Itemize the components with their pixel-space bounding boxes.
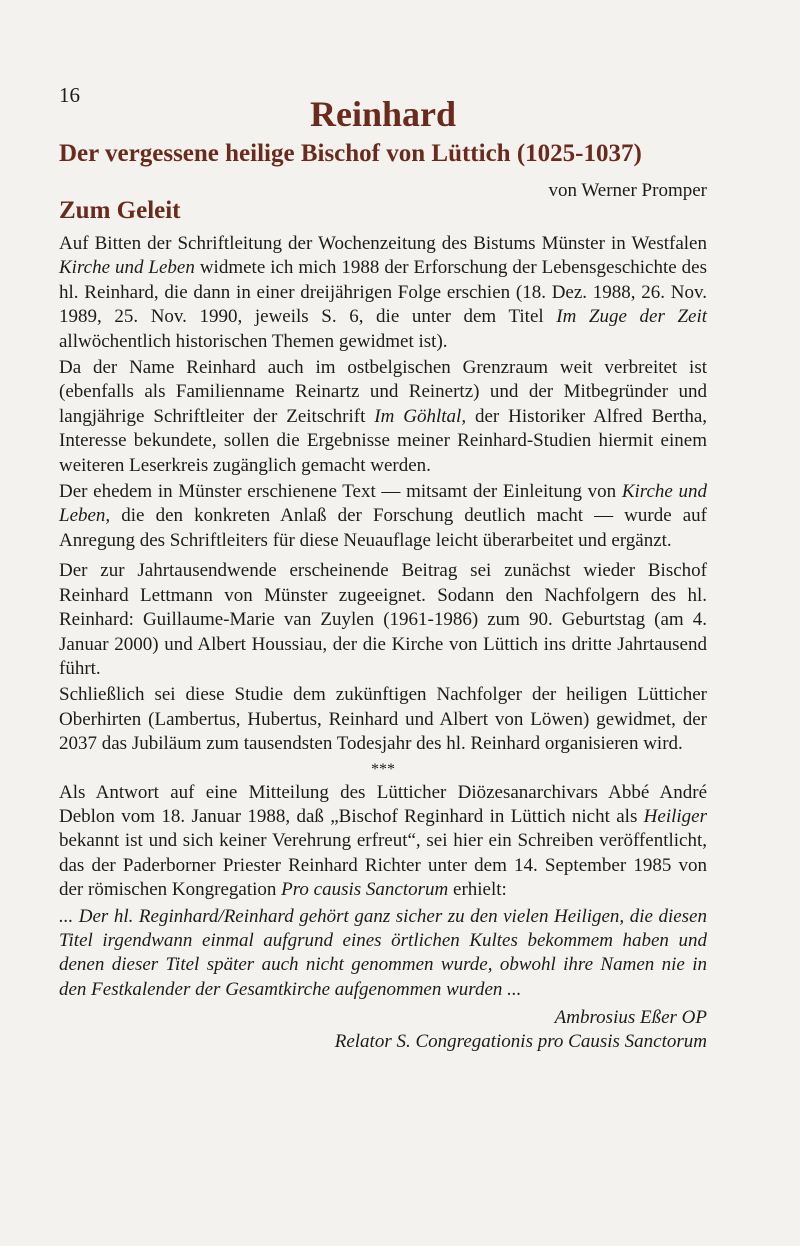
paragraph-3 — [59, 480, 707, 553]
publication-title: Kirche und Leben — [59, 257, 195, 279]
text: Da der Name Reinhard auch im ostbelgischen Grenzraum weit verbreitet ist (ebenfalls als Familienname Reinartz und Reinertz) und der Mitbegründer und langjährige Schriftleiter der Zeitschrift — [59, 357, 707, 427]
section-heading: Zum Geleit — [59, 197, 181, 224]
paragraph-1 — [59, 232, 707, 354]
text: erhielt: — [448, 879, 507, 901]
text: Der ehedem in Münster erschienene Text — mitsamt der Einleitung von — [59, 481, 622, 503]
signature-name: Ambrosius Eßer OP — [554, 1007, 707, 1029]
quoted-letter: ... Der hl. Reginhard/Reinhard gehört ganz sicher zu den vielen Heiligen, die diesen Titel irgendwann einmal aufgrund eines örtlichen Kultes bekommem haben und denen dieser Titel später auch nicht genommen wurde, obwohl ihre Namen nie in den Festkalender der Gesamtkirche aufgenommen wurden ... — [59, 905, 707, 1000]
text: die den konkreten Anlaß der Forschung deutlich macht — wurde auf Anregung des Schriftleiters für diese Neuauflage leicht überarbeitet und ergänzt. — [59, 505, 707, 551]
paragraph-6 — [59, 781, 707, 903]
emphasis: Heiliger — [643, 805, 707, 827]
article-title: Reinhard — [309, 94, 457, 134]
text: allwöchentlich historischen Themen gewidmet ist). — [59, 330, 448, 352]
text: Auf Bitten der Schriftleitung der Wochenzeitung des Bistums Münster in Westfalen — [59, 233, 707, 254]
paragraph-5: Schließlich sei diese Studie dem zukünftigen Nachfolger der heiligen Lütticher Oberhirten (Lambertus, Hubertus, Reinhard und Albert von Löwen) gewidmet, der 2037 das Jubiläum zum tausendsten Todesjahr des hl. Reinhard organisieren wird. — [59, 684, 707, 755]
text: bekannt ist und sich keiner Verehrung erfreut“, sei hier ein Schreiben veröffentlicht, das der Paderborner Priester Reinhard Richter unter dem 14. September 1985 von der römischen Kongregation — [59, 830, 707, 901]
text: widmete ich mich 1988 der Erforschung der Lebensgeschichte des hl. Reinhard, die dann in einer dreijährigen Folge erschien (18. Dez. 1988, 26. Nov. 1989, 25. Nov. 1990, jeweils S. 6, die unter dem Titel — [59, 257, 707, 328]
publication-title: Im Göhltal, — [374, 405, 467, 427]
paragraph-2 — [59, 356, 707, 478]
signature-role: Relator S. Congregationis pro Causis Sanctorum — [334, 1031, 707, 1053]
page-number: 16 — [59, 83, 80, 107]
document-page — [59, 82, 707, 1054]
text: Als Antwort auf eine Mitteilung des Lütticher Diözesanarchivars Abbé André Deblon vom 18. Januar 1988, daß „Bischof Reginhard in Lüttich nicht als — [59, 781, 707, 827]
column-title: Im Zuge der Zeit — [556, 306, 708, 328]
section-separator: *** — [371, 760, 395, 778]
publication-title: Kirche und Leben, — [59, 481, 707, 527]
paragraph-4: Der zur Jahrtausendwende erscheinende Beitrag sei zunächst wieder Bischof Reinhard Lettmann von Münster zugeeignet. Sodann den Nachfolgern des hl. Reinhard: Guillaume-Marie van Zuylen (1961-1986) zum 90. Geburtstag (am 4. Januar 2000) und Albert Houssiau, der die Kirche von Lüttich ins dritte Jahrtausend führt. — [59, 560, 707, 679]
text: der Historiker Alfred Bertha, Interesse bekundete, sollen die Ergebnisse meiner Reinhard-Studien hiermit einem weiteren Leserkreis zugänglich gemacht werden. — [59, 405, 707, 476]
congregation-name: Pro causis Sanctorum — [281, 879, 449, 901]
article-subtitle: Der vergessene heilige Bischof von Lüttich (1025-1037) — [59, 140, 642, 167]
author-byline: von Werner Promper — [548, 180, 707, 201]
